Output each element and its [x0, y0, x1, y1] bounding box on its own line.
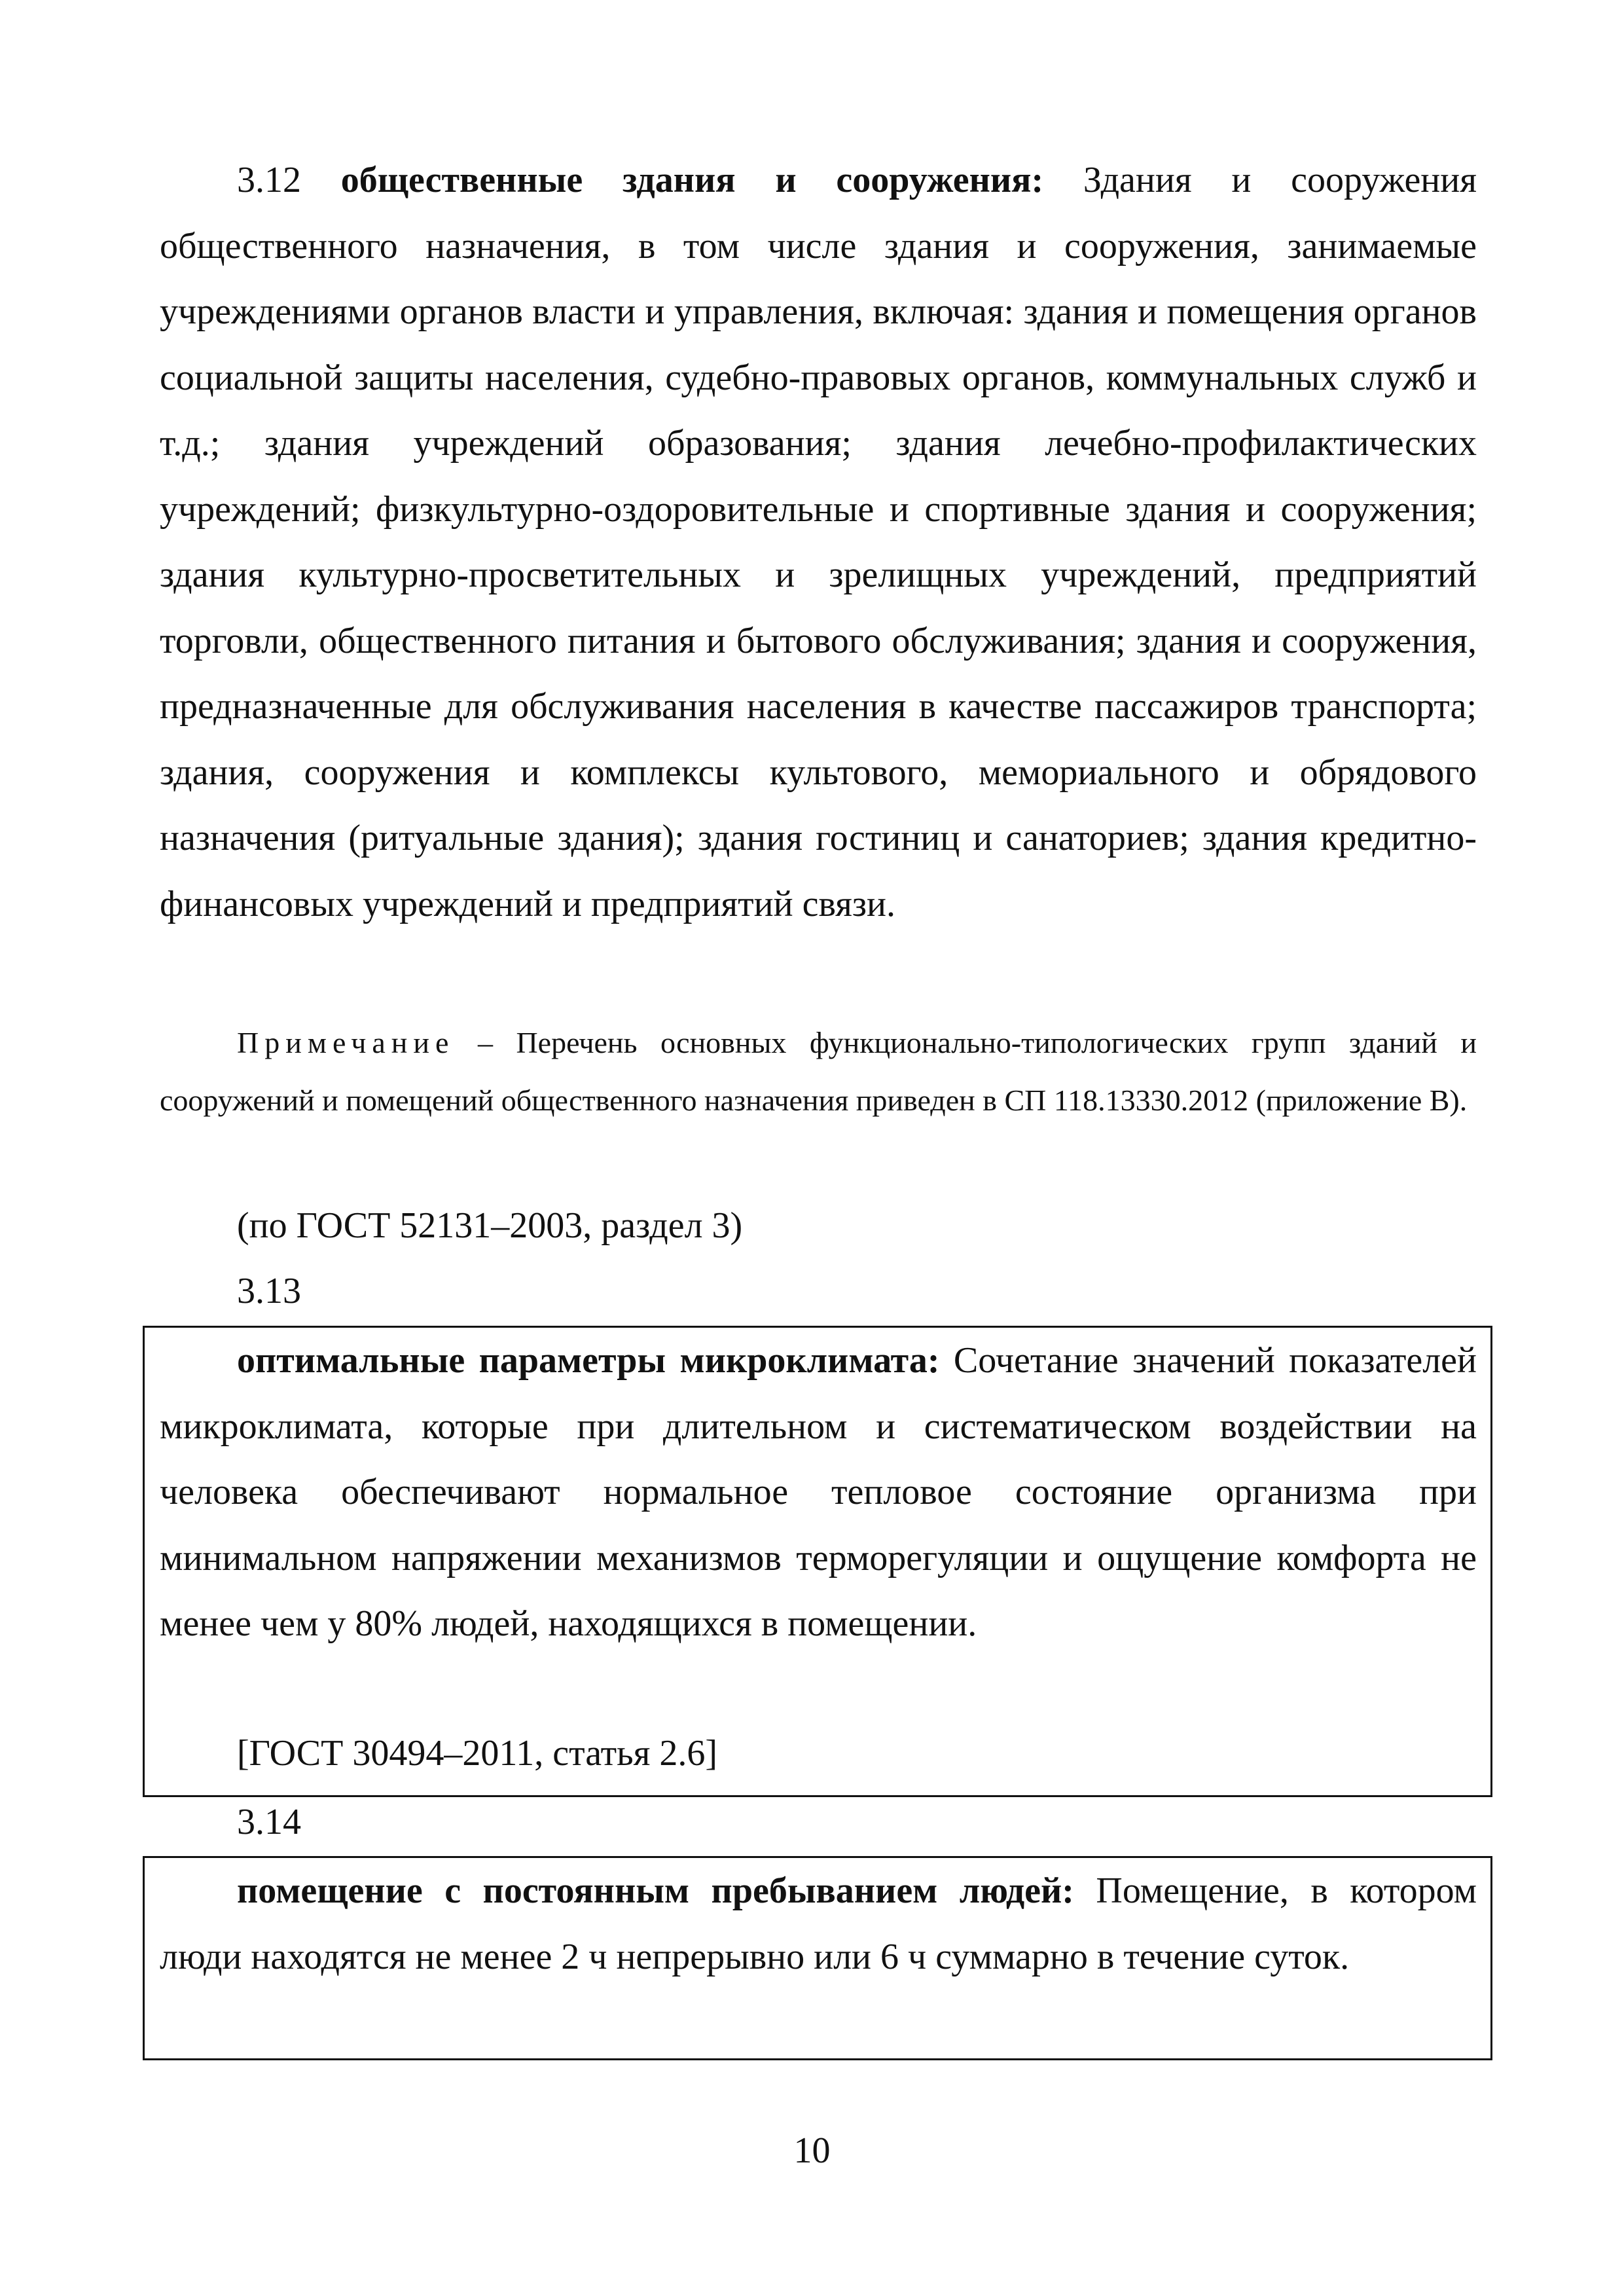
- term-3-14: помещение с постоянным пребыванием людей:: [237, 1870, 1074, 1911]
- term-3-13: оптимальные параметры микроклимата:: [237, 1340, 940, 1381]
- definition-3-14: [160, 1858, 1477, 1990]
- definition-box-3-14: [143, 1856, 1492, 2060]
- definition-box-3-13: [143, 1326, 1492, 1797]
- section-3-12: [160, 147, 1477, 937]
- definition-3-12: [160, 147, 1477, 937]
- definition-text: Здания и сооружения общественного назначения, в том числе здания и сооружения, занимаемые учреждениями органов власти и управления, включая: здания и помещения органов социальной защиты населения, судебно-правовых органов, коммунальных служб и т.д.; здания учреждений образования; здания лечебно-профилактических учреждений; физкультурно-оздоровительные и спортивные здания и сооружения; здания культурно-просветительных и зрелищных учреждений, предприятий торговли, общественного питания и бытового обслуживания; здания и сооружения, предназначенные для обслуживания населения в качестве пассажиров транспорта; здания, сооружения и комплексы культового, мемориального и обрядового назначения (ритуальные здания); здания гостиниц и санаториев; здания кредитно-финансовых учреждений и предприятий связи.: [160, 160, 1477, 924]
- term-3-12: общественные здания и сооружения:: [340, 160, 1044, 200]
- note-label: Примечание: [237, 1026, 455, 1059]
- source-3-13: [ГОСТ 30494–2011, статья 2.6]: [237, 1733, 718, 1774]
- note-3-12: [160, 1014, 1477, 1129]
- note-text: – Перечень основных функционально-типологических групп зданий и сооружений и помещений общественного назначения приведен в СП 118.13330.2012 (приложение В).: [160, 1026, 1477, 1117]
- section-number-3-14: 3.14: [237, 1802, 301, 1842]
- source-3-12: (по ГОСТ 52131–2003, раздел 3): [237, 1205, 743, 1246]
- definition-text: Сочетание значений показателей микроклимата, которые при длительном и систематическом воздействии на человека обеспечивают нормальное тепловое состояние организма при минимальном напряжении механизмов терморегуляции и ощущение комфорта не менее чем у 80% людей, находящихся в помещении.: [160, 1340, 1477, 1644]
- note-paragraph: [160, 1014, 1477, 1129]
- section-number-3-13: 3.13: [237, 1271, 301, 1311]
- definition-text: Помещение, в котором люди находятся не менее 2 ч непрерывно или 6 ч суммарно в течение суток.: [160, 1870, 1477, 1977]
- definition-3-13: [160, 1328, 1477, 1657]
- page-number: 10: [793, 2130, 831, 2171]
- section-number: 3.12: [237, 160, 301, 200]
